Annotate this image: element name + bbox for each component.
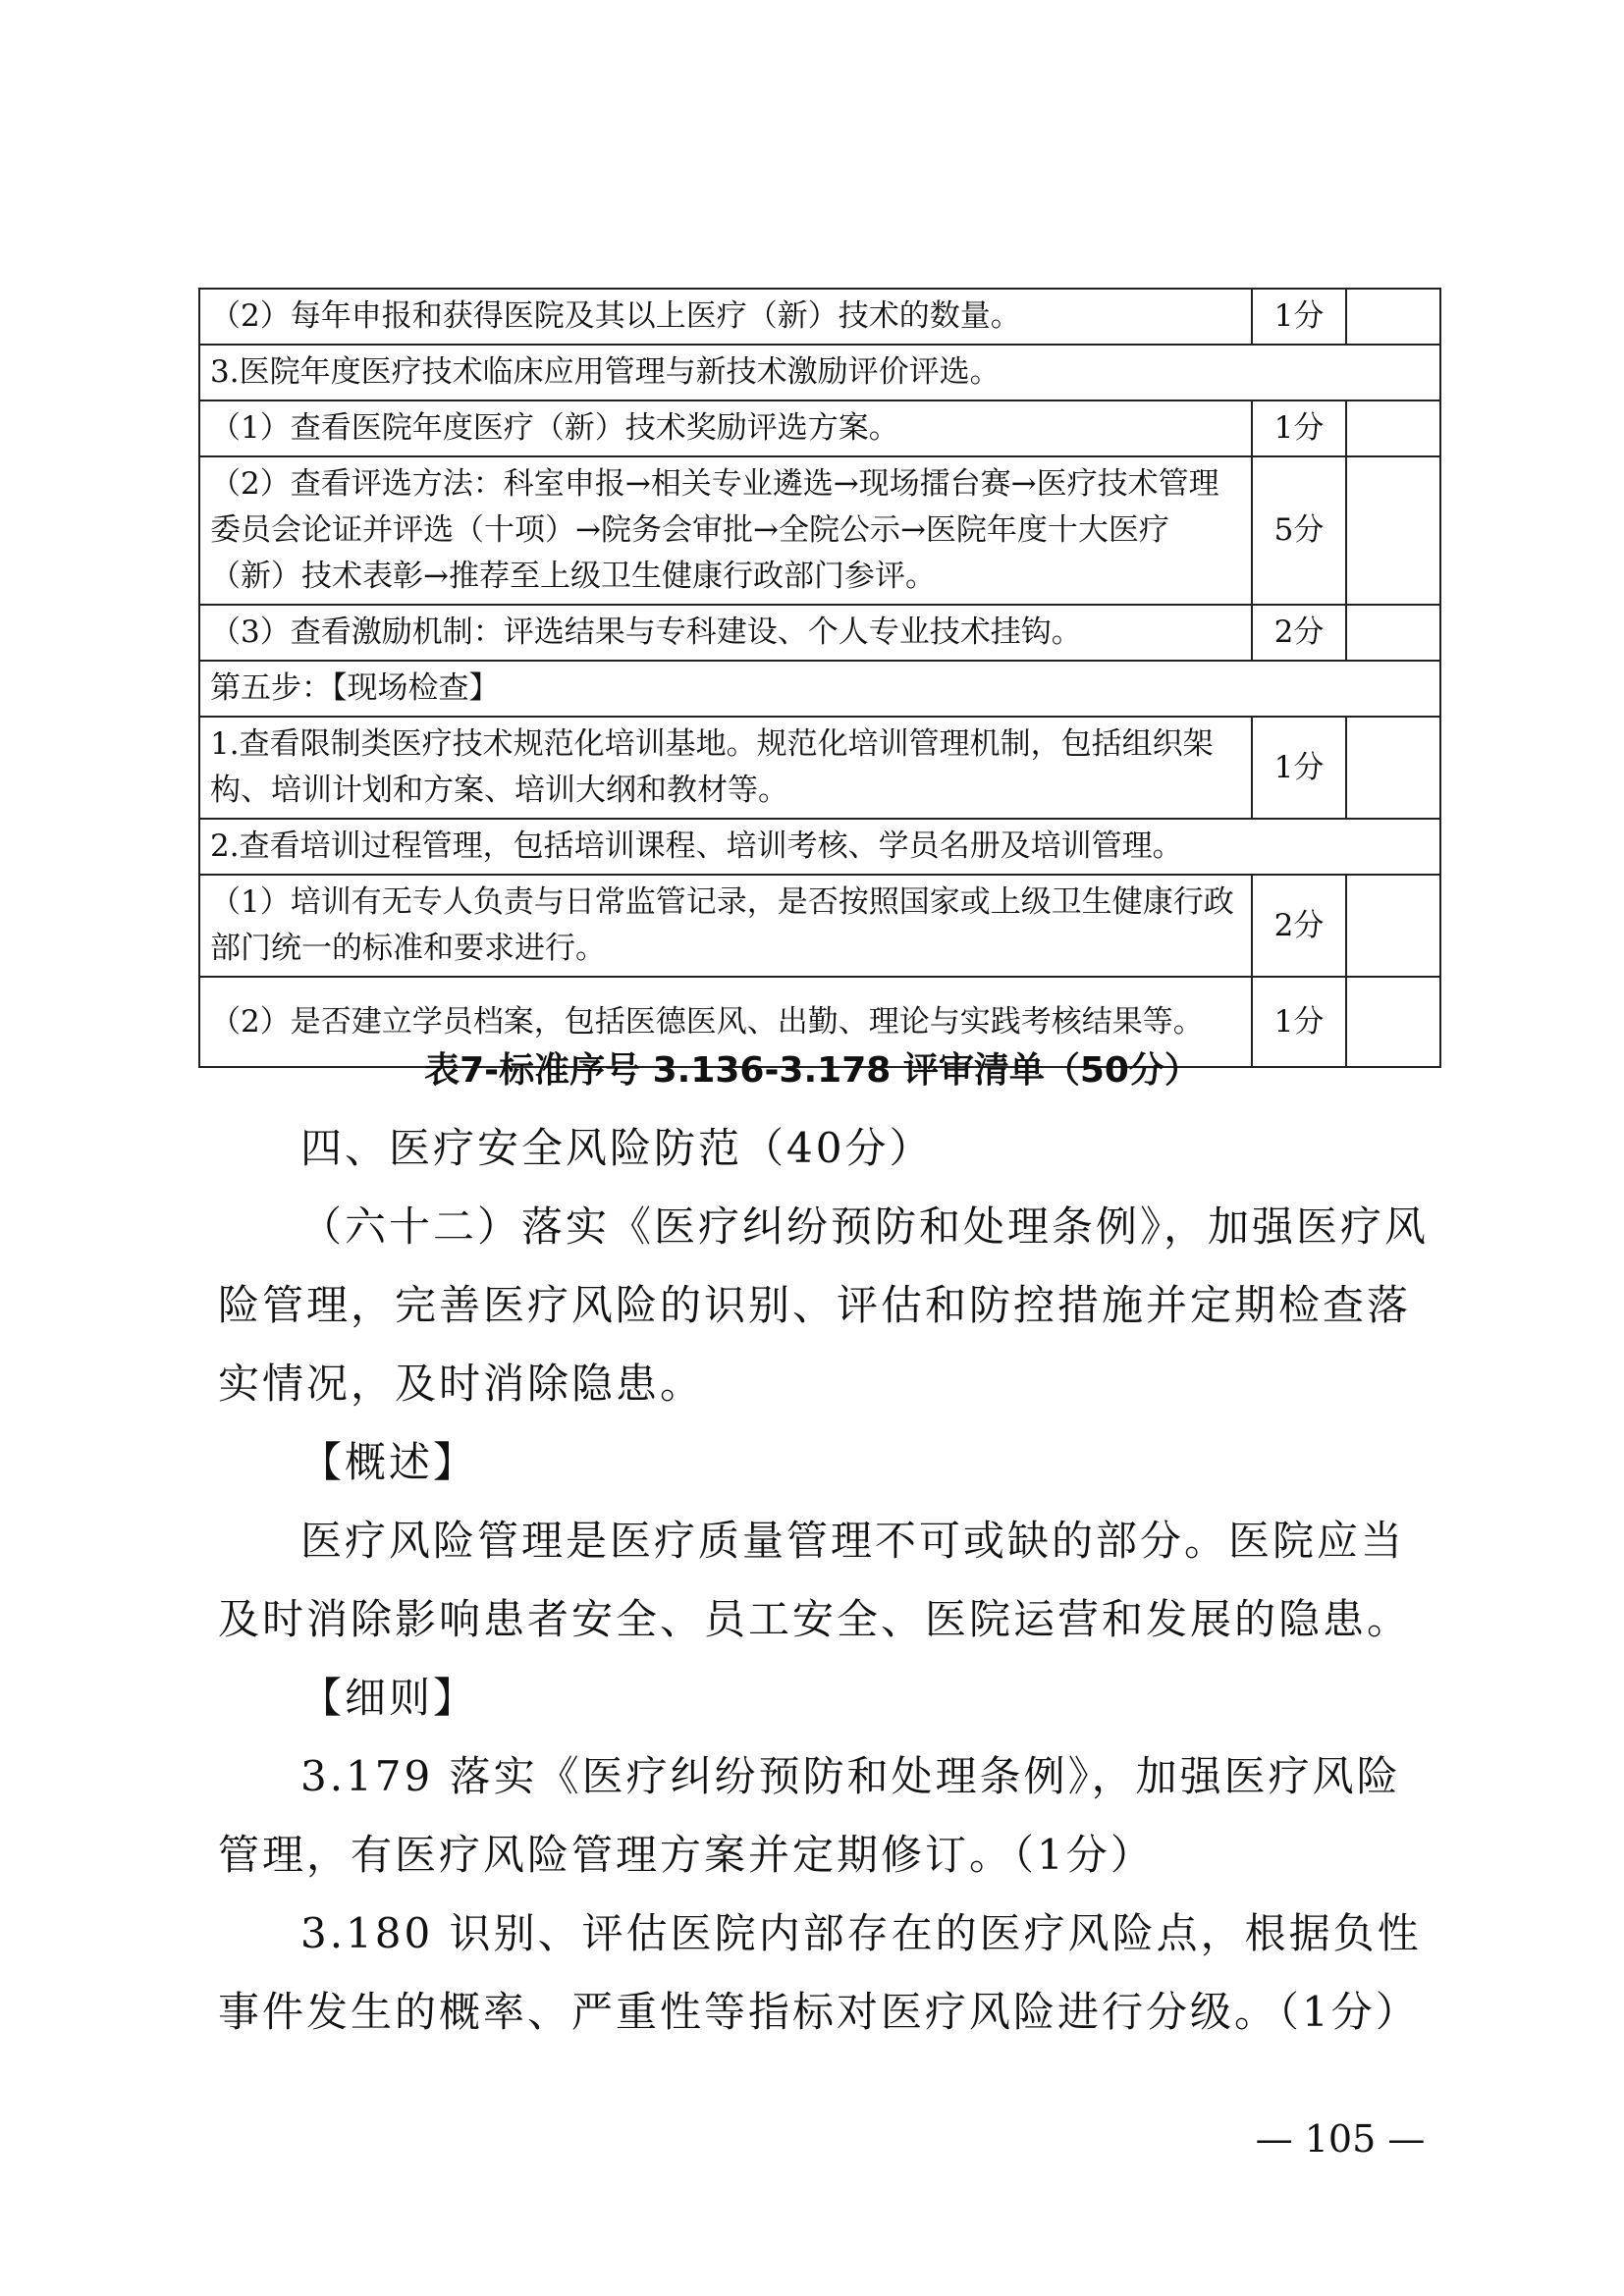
rule-3-179: 3.179 落实《医疗纠纷预防和处理条例》，加强医疗风险管理，有医疗风险管理方案并定期修订。（1分）	[218, 1752, 1401, 1879]
table-row	[199, 345, 1440, 400]
page-number: — 105 —	[1255, 2117, 1426, 2161]
row-full-text: 2.查看培训过程管理，包括培训课程、培训考核、学员名册及培训管理。	[199, 819, 1440, 875]
table-row	[199, 717, 1440, 819]
row-score: 1分	[1252, 717, 1346, 819]
row-item-text: （2）是否建立学员档案，包括医德医风、出勤、理论与实践考核结果等。	[199, 977, 1252, 1067]
row-blank-cell	[1346, 456, 1440, 605]
table-row	[199, 289, 1440, 345]
table-row	[199, 400, 1440, 456]
row-score: 1分	[1252, 400, 1346, 456]
row-item-text: （1）查看医院年度医疗（新）技术奖励评选方案。	[199, 400, 1252, 456]
row-blank-cell	[1346, 289, 1440, 345]
row-blank-cell	[1346, 605, 1440, 661]
overview-text: 医疗风险管理是医疗质量管理不可或缺的部分。医院应当及时消除影响患者安全、员工安全、医院运营和发展的隐患。	[218, 1517, 1412, 1643]
rules-heading: 【细则】	[300, 1674, 478, 1722]
row-item-text: 1.查看限制类医疗技术规范化培训基地。规范化培训管理机制，包括组织架构、培训计划和方案、培训大纲和教材等。	[199, 717, 1252, 819]
row-blank-cell	[1346, 875, 1440, 977]
row-score: 2分	[1252, 875, 1346, 977]
paragraph-62: （六十二）落实《医疗纠纷预防和处理条例》，加强医疗风险管理，完善医疗风险的识别、评估和防控措施并定期检查落实情况，及时消除隐患。	[218, 1202, 1430, 1408]
review-checklist-table	[198, 288, 1441, 1068]
row-score: 1分	[1252, 289, 1346, 345]
table-row	[199, 456, 1440, 605]
row-score: 5分	[1252, 456, 1346, 605]
table-row	[199, 875, 1440, 977]
table-row	[199, 605, 1440, 661]
row-item-text: （2）查看评选方法：科室申报→相关专业遴选→现场擂台赛→医疗技术管理委员会论证并评选（十项）→院务会审批→全院公示→医院年度十大医疗（新）技术表彰→推荐至上级卫生健康行政部门参评。	[199, 456, 1252, 605]
row-blank-cell	[1346, 717, 1440, 819]
table-row	[199, 819, 1440, 875]
section-heading: 四、医疗安全风险防范（40分）	[300, 1124, 934, 1172]
row-blank-cell	[1346, 400, 1440, 456]
row-item-text: （3）查看激励机制：评选结果与专科建设、个人专业技术挂钩。	[199, 605, 1252, 661]
overview-heading: 【概述】	[300, 1438, 478, 1486]
table-row	[199, 661, 1440, 717]
row-score: 2分	[1252, 605, 1346, 661]
row-score: 1分	[1252, 977, 1346, 1067]
table-caption: 表7-标准序号 3.136-3.178 评审清单（50分）	[424, 1050, 1200, 1091]
row-item-text: （1）培训有无专人负责与日常监管记录，是否按照国家或上级卫生健康行政部门统一的标准和要求进行。	[199, 875, 1252, 977]
row-full-text: 第五步：【现场检查】	[199, 661, 1440, 717]
row-item-text: （2）每年申报和获得医院及其以上医疗（新）技术的数量。	[199, 289, 1252, 345]
body-content	[218, 1109, 1435, 2052]
rule-3-180: 3.180 识别、评估医院内部存在的医疗风险点，根据负性事件发生的概率、严重性等指标对医疗风险进行分级。（1分）	[218, 1909, 1422, 2036]
row-full-text: 3.医院年度医疗技术临床应用管理与新技术激励评价评选。	[199, 345, 1440, 400]
